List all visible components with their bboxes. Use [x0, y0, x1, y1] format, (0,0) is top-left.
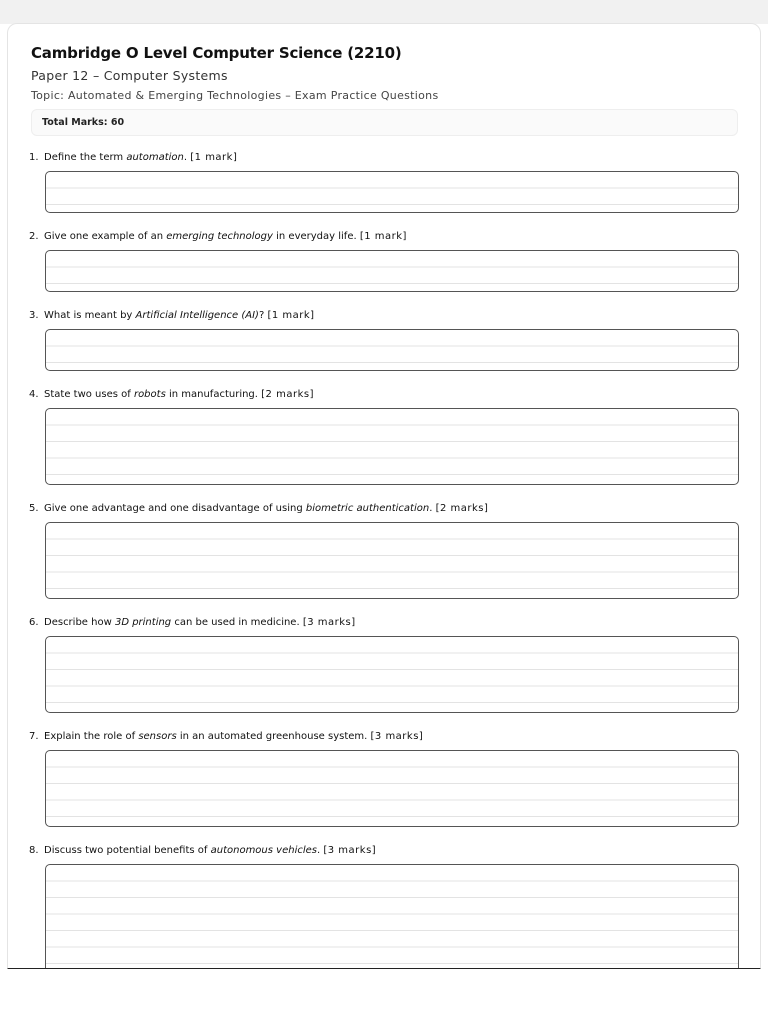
answer-box[interactable] [45, 636, 739, 713]
question-5 [29, 502, 739, 516]
top-strip [0, 0, 768, 24]
question-number: 5. [29, 503, 39, 514]
answer-box[interactable] [45, 250, 739, 292]
question-term: 3D printing [114, 617, 172, 628]
question-term: biometric authentication [305, 503, 430, 514]
worksheet-header [31, 44, 739, 102]
question-term: sensors [138, 731, 177, 742]
question-number: 1. [29, 152, 39, 163]
answer-box[interactable] [45, 522, 739, 599]
page-title: Cambridge O Level Computer Science (2210) [31, 44, 402, 62]
question-term: emerging technology [166, 231, 273, 242]
question-text: 4. State two uses of robots in manufacturing. [2 marks] [29, 389, 314, 400]
question-marks: [1 mark] [359, 231, 407, 242]
question-marks: [2 marks] [261, 389, 314, 400]
question-1 [29, 151, 739, 165]
question-text: 3. What is meant by Artificial Intelligence (AI)? [1 mark] [29, 310, 315, 321]
question-number: 3. [29, 310, 39, 321]
answer-box[interactable] [45, 329, 739, 371]
question-marks: [3 marks] [323, 845, 377, 856]
question-marks: [3 marks] [302, 617, 356, 628]
question-text: 7. Explain the role of sensors in an automated greenhouse system. [3 marks] [29, 731, 424, 742]
question-8 [29, 844, 739, 858]
question-number: 7. [29, 731, 39, 742]
total-marks-label: Total Marks: 60 [42, 117, 125, 128]
question-7 [29, 730, 739, 744]
question-marks: [2 marks] [435, 503, 489, 514]
question-text: 1. Define the term automation. [1 mark] [29, 152, 238, 163]
question-term: Artificial Intelligence (AI) [135, 310, 259, 321]
answer-box[interactable] [45, 171, 739, 213]
question-4 [29, 388, 739, 402]
question-marks: [1 mark] [267, 310, 315, 321]
question-marks: [3 marks] [370, 731, 424, 742]
question-term: robots [133, 389, 166, 400]
answer-box[interactable] [45, 864, 739, 969]
answer-box[interactable] [45, 408, 739, 485]
total-marks-box [31, 109, 738, 136]
worksheet [7, 23, 761, 969]
question-number: 6. [29, 617, 39, 628]
question-term: automation [126, 152, 184, 163]
question-text: 6. Describe how 3D printing can be used in medicine. [3 marks] [29, 617, 356, 628]
question-number: 4. [29, 389, 39, 400]
answer-box[interactable] [45, 750, 739, 827]
question-marks: [1 mark] [190, 152, 238, 163]
question-3 [29, 309, 739, 323]
paper-subtitle: Paper 12 – Computer Systems [31, 68, 228, 83]
question-text: 5. Give one advantage and one disadvantage of using biometric authentication. [2 marks] [29, 503, 489, 514]
question-6 [29, 616, 739, 630]
question-2 [29, 230, 739, 244]
question-text: 8. Discuss two potential benefits of autonomous vehicles. [3 marks] [29, 845, 377, 856]
question-term: autonomous vehicles [210, 845, 317, 856]
topic-line: Topic: Automated & Emerging Technologies – Exam Practice Questions [31, 89, 439, 102]
question-number: 2. [29, 231, 39, 242]
question-text: 2. Give one example of an emerging technology in everyday life. [1 mark] [29, 231, 407, 242]
question-number: 8. [29, 845, 39, 856]
